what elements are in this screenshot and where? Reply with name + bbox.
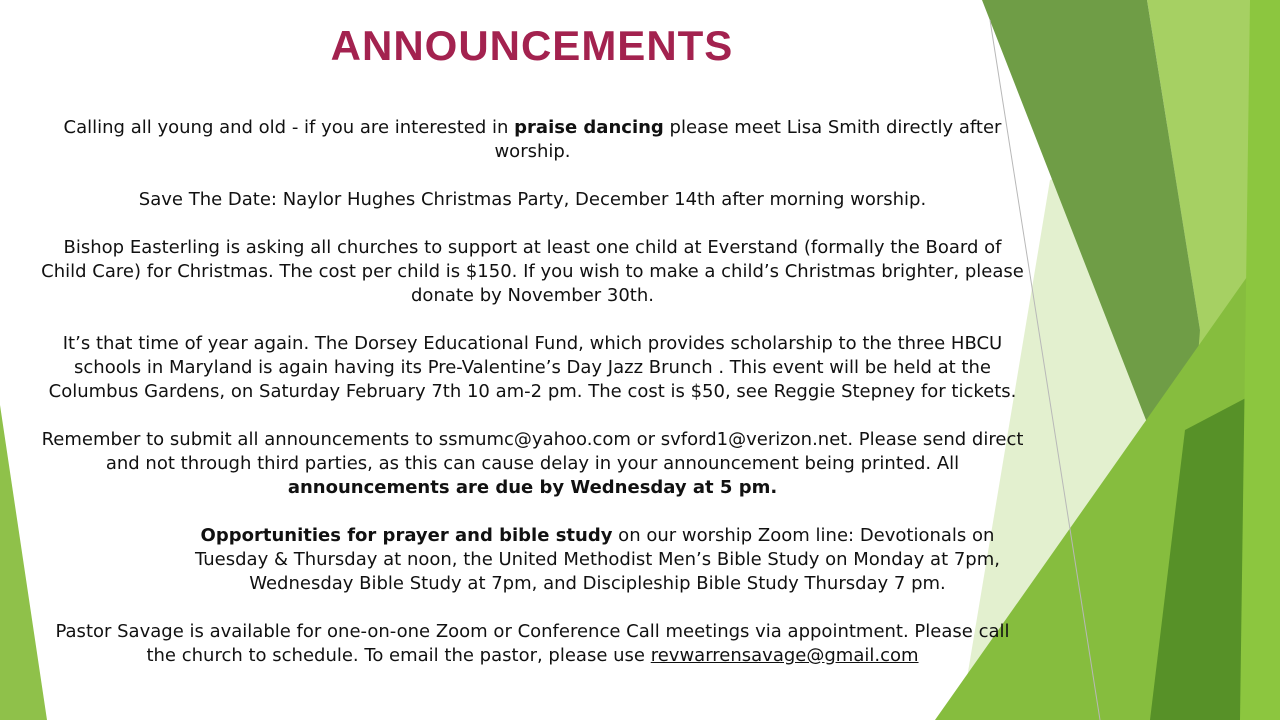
pastor-email-link[interactable]: revwarrensavage@gmail.com [650,645,919,666]
announcement-emphasis: praise dancing [514,117,664,138]
announcement-list [40,116,1025,668]
announcement-pastor [40,620,1025,668]
announcement-jazz-brunch: It’s that time of year again. The Dorsey Educational Fund, which provides scholarship to the three HBCU schools in Maryland is again having its Pre-Valentine’s Day Jazz Brunch . This event will be held at the Columbus Gardens, on Saturday February 7th 10 am-2 pm. The cost is $50, see Reggie Stepney for tickets. [48,333,1017,402]
announcement-everstand: Bishop Easterling is asking all churches to support at least one child at Everstand (formally the Board of Child Care) for Christmas. The cost per child is $150. If you wish to make a child’s Christmas brighter, please donate by November 30th. [41,237,1024,306]
announcement-submission [40,428,1025,500]
announcement-text: Calling all young and old - if you are interested in [63,117,515,138]
announcement-text: on our worship Zoom line: Devotionals on Tuesday & Thursday at noon, the United Methodist Men’s Bible Study on Monday at 7pm, Wednesday Bible Study at 7pm, and Discipleship Bible Study Thursday 7 pm. [195,525,1000,594]
announcement-bible-study [40,524,1025,596]
announcement-praise-dancing [40,116,1025,164]
announcement-text: Pastor Savage is available for one-on-one Zoom or Conference Call meetings via appointment. Please call the church to schedule. To email the pastor, please use [55,621,1010,666]
announcement-save-the-date: Save The Date: Naylor Hughes Christmas Party, December 14th after morning worship. [138,189,927,210]
announcement-emphasis: announcements are due by Wednesday at 5 pm. [287,477,778,498]
announcement-emphasis: Opportunities for prayer and bible study [200,525,613,546]
announcement-text: Remember to submit all announcements to ssmumc@yahoo.com or svford1@verizon.net. Please send direct and not through third parties, as this can cause delay in your announcement being printed. All [41,429,1024,474]
page-title: ANNOUNCEMENTS [330,22,734,69]
announcement-text: please meet Lisa Smith directly after worship. [494,117,1002,162]
